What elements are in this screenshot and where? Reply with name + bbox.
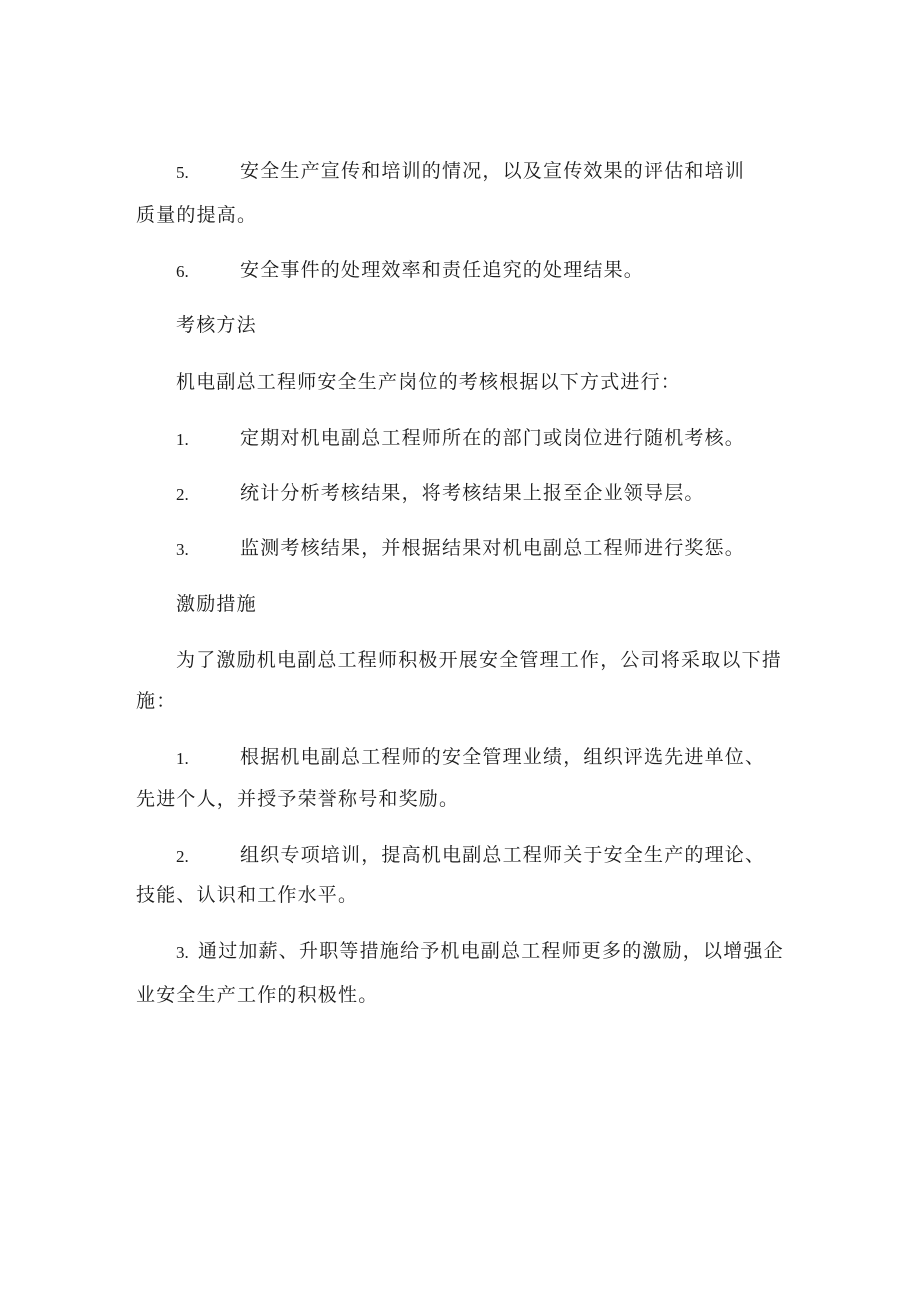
incentive-intro-line1: 为了激励机电副总工程师积极开展安全管理工作，公司将采取以下措	[176, 649, 783, 671]
assessment-item-2-text: 统计分析考核结果，将考核结果上报至企业领导层。	[240, 482, 705, 504]
incentive-item-2-number: 2.	[176, 847, 189, 866]
assessment-item-1-text: 定期对机电副总工程师所在的部门或岗位进行随机考核。	[240, 427, 746, 449]
assessment-item-1-number: 1.	[176, 430, 189, 449]
incentive-item-3-line1: 通过加薪、升职等措施给予机电副总工程师更多的激励，以增强企	[198, 940, 784, 962]
incentive-item-2-line2: 技能、认识和工作水平。	[136, 884, 359, 906]
incentive-item-3-number: 3.	[176, 943, 189, 962]
assessment-intro: 机电副总工程师安全生产岗位的考核根据以下方式进行：	[176, 371, 682, 393]
assessment-item-3-text: 监测考核结果，并根据结果对机电副总工程师进行奖惩。	[240, 537, 746, 559]
item-5-text-line1: 安全生产宣传和培训的情况，以及宣传效果的评估和培训	[240, 160, 746, 182]
incentive-item-1-line2: 先进个人，并授予荣誉称号和奖励。	[136, 788, 460, 810]
assessment-heading: 考核方法	[176, 314, 257, 336]
item-6-text: 安全事件的处理效率和责任追究的处理结果。	[240, 259, 645, 281]
item-5-number: 5.	[176, 163, 189, 182]
item-6-number: 6.	[176, 262, 189, 281]
item-5-text-line2: 质量的提高。	[136, 204, 258, 226]
assessment-item-2-number: 2.	[176, 485, 189, 504]
assessment-item-3-number: 3.	[176, 540, 189, 559]
incentive-item-1-line1: 根据机电副总工程师的安全管理业绩，组织评选先进单位、	[240, 746, 766, 768]
incentive-item-1-number: 1.	[176, 749, 189, 768]
incentive-item-3-line2: 业安全生产工作的积极性。	[136, 984, 379, 1006]
incentive-intro-line2: 施：	[136, 690, 177, 712]
incentive-heading: 激励措施	[176, 593, 257, 615]
incentive-item-2-line1: 组织专项培训，提高机电副总工程师关于安全生产的理论、	[240, 844, 766, 866]
